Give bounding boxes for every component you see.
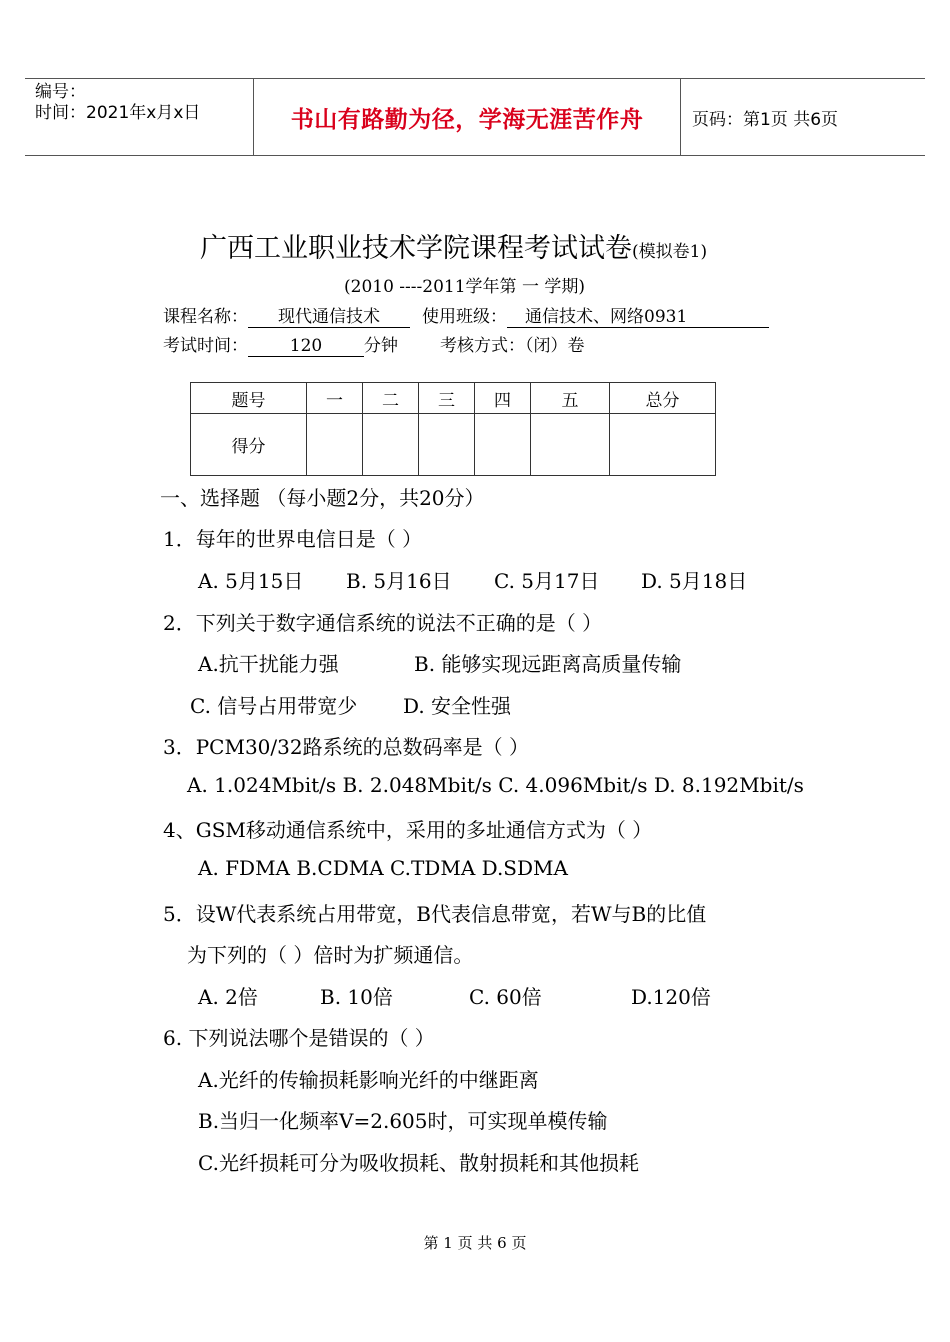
exam-time-label: 考试时间： bbox=[163, 336, 248, 356]
score-header-cell: 三 bbox=[419, 383, 475, 414]
header-motto: 书山有路勤为径，学海无涯苦作舟 bbox=[253, 79, 681, 155]
score-cell[interactable] bbox=[531, 414, 610, 476]
q2-option-d: D. 安全性强 bbox=[403, 694, 512, 718]
exam-mode-label: 考核方式：（闭）卷 bbox=[440, 336, 585, 356]
score-table bbox=[190, 382, 716, 476]
question-5-line-1: 5．设W代表系统占用带宽，B代表信息带宽，若W与B的比值 bbox=[163, 902, 707, 926]
q5-option-a: A. 2倍 bbox=[198, 985, 258, 1009]
q5-option-d: D.120倍 bbox=[631, 985, 711, 1009]
question-3: 3．PCM30/32路系统的总数码率是（ ） bbox=[163, 735, 529, 759]
exam-title bbox=[200, 226, 707, 265]
score-cell[interactable] bbox=[610, 414, 716, 476]
q1-option-a: A. 5月15日 bbox=[198, 569, 304, 593]
score-header-cell: 二 bbox=[363, 383, 419, 414]
section-heading: 一、选择题 （每小题2分，共20分） bbox=[160, 486, 485, 510]
q1-option-d: D. 5月18日 bbox=[641, 569, 748, 593]
course-value: 现代通信技术 bbox=[248, 307, 410, 328]
question-1: 1．每年的世界电信日是（ ） bbox=[163, 527, 423, 551]
q1-option-c: C. 5月17日 bbox=[494, 569, 600, 593]
q2-option-c: C. 信号占用带宽少 bbox=[190, 694, 358, 718]
score-cell[interactable] bbox=[307, 414, 363, 476]
score-header-cell: 四 bbox=[475, 383, 531, 414]
q6-option-a: A.光纤的传输损耗影响光纤的中继距离 bbox=[198, 1068, 539, 1092]
course-info-row bbox=[163, 302, 769, 328]
score-cell[interactable] bbox=[363, 414, 419, 476]
exam-time-unit: 分钟 bbox=[364, 336, 398, 356]
q3-options: A. 1.024Mbit/s B. 2.048Mbit/s C. 4.096Mbit/s D. 8.192Mbit/s bbox=[187, 773, 804, 797]
page-footer: 第 1 页 共 6 页 bbox=[423, 1234, 527, 1252]
question-2: 2．下列关于数字通信系统的说法不正确的是（ ） bbox=[163, 611, 603, 635]
q4-options: A. FDMA B.CDMA C.TDMA D.SDMA bbox=[198, 856, 568, 880]
header-page-info: 页码：第1页 共6页 bbox=[692, 109, 839, 130]
score-header-cell: 五 bbox=[531, 383, 610, 414]
q6-option-b: B.当归一化频率V=2.605时，可实现单模传输 bbox=[198, 1109, 608, 1133]
score-table-score-row bbox=[191, 414, 716, 476]
q5-option-c: C. 60倍 bbox=[469, 985, 542, 1009]
class-label: 使用班级： bbox=[422, 307, 507, 327]
exam-title-text: 广西工业职业技术学院课程考试试卷 bbox=[200, 233, 632, 264]
exam-time-row bbox=[163, 331, 585, 357]
score-row-label: 得分 bbox=[191, 414, 307, 476]
class-value: 通信技术、网络0931 bbox=[507, 307, 769, 328]
q2-option-a: A.抗干扰能力强 bbox=[198, 652, 339, 676]
document-time-label: 时间：2021年x月x日 bbox=[35, 103, 201, 123]
course-label: 课程名称： bbox=[163, 307, 248, 327]
header-meta bbox=[25, 79, 253, 155]
page-header bbox=[25, 78, 925, 156]
score-table-header-row bbox=[191, 383, 716, 414]
q1-option-b: B. 5月16日 bbox=[346, 569, 452, 593]
exam-title-suffix: (模拟卷1) bbox=[632, 242, 708, 262]
score-cell[interactable] bbox=[475, 414, 531, 476]
score-header-cell: 一 bbox=[307, 383, 363, 414]
exam-time-value: 120 bbox=[248, 336, 364, 357]
q6-option-c: C.光纤损耗可分为吸收损耗、散射损耗和其他损耗 bbox=[198, 1151, 639, 1175]
score-header-cell: 题号 bbox=[191, 383, 307, 414]
question-4: 4、GSM移动通信系统中，采用的多址通信方式为（ ） bbox=[163, 818, 653, 842]
question-6: 6. 下列说法哪个是错误的（ ） bbox=[163, 1026, 435, 1050]
exam-term: (2010 ----2011学年第 一 学期) bbox=[344, 277, 585, 297]
q2-option-b: B. 能够实现远距离高质量传输 bbox=[414, 652, 682, 676]
document-number-label: 编号： bbox=[35, 82, 86, 102]
q5-option-b: B. 10倍 bbox=[320, 985, 393, 1009]
score-cell[interactable] bbox=[419, 414, 475, 476]
score-header-cell: 总分 bbox=[610, 383, 716, 414]
question-5-line-2: 为下列的（ ）倍时为扩频通信。 bbox=[187, 943, 474, 967]
